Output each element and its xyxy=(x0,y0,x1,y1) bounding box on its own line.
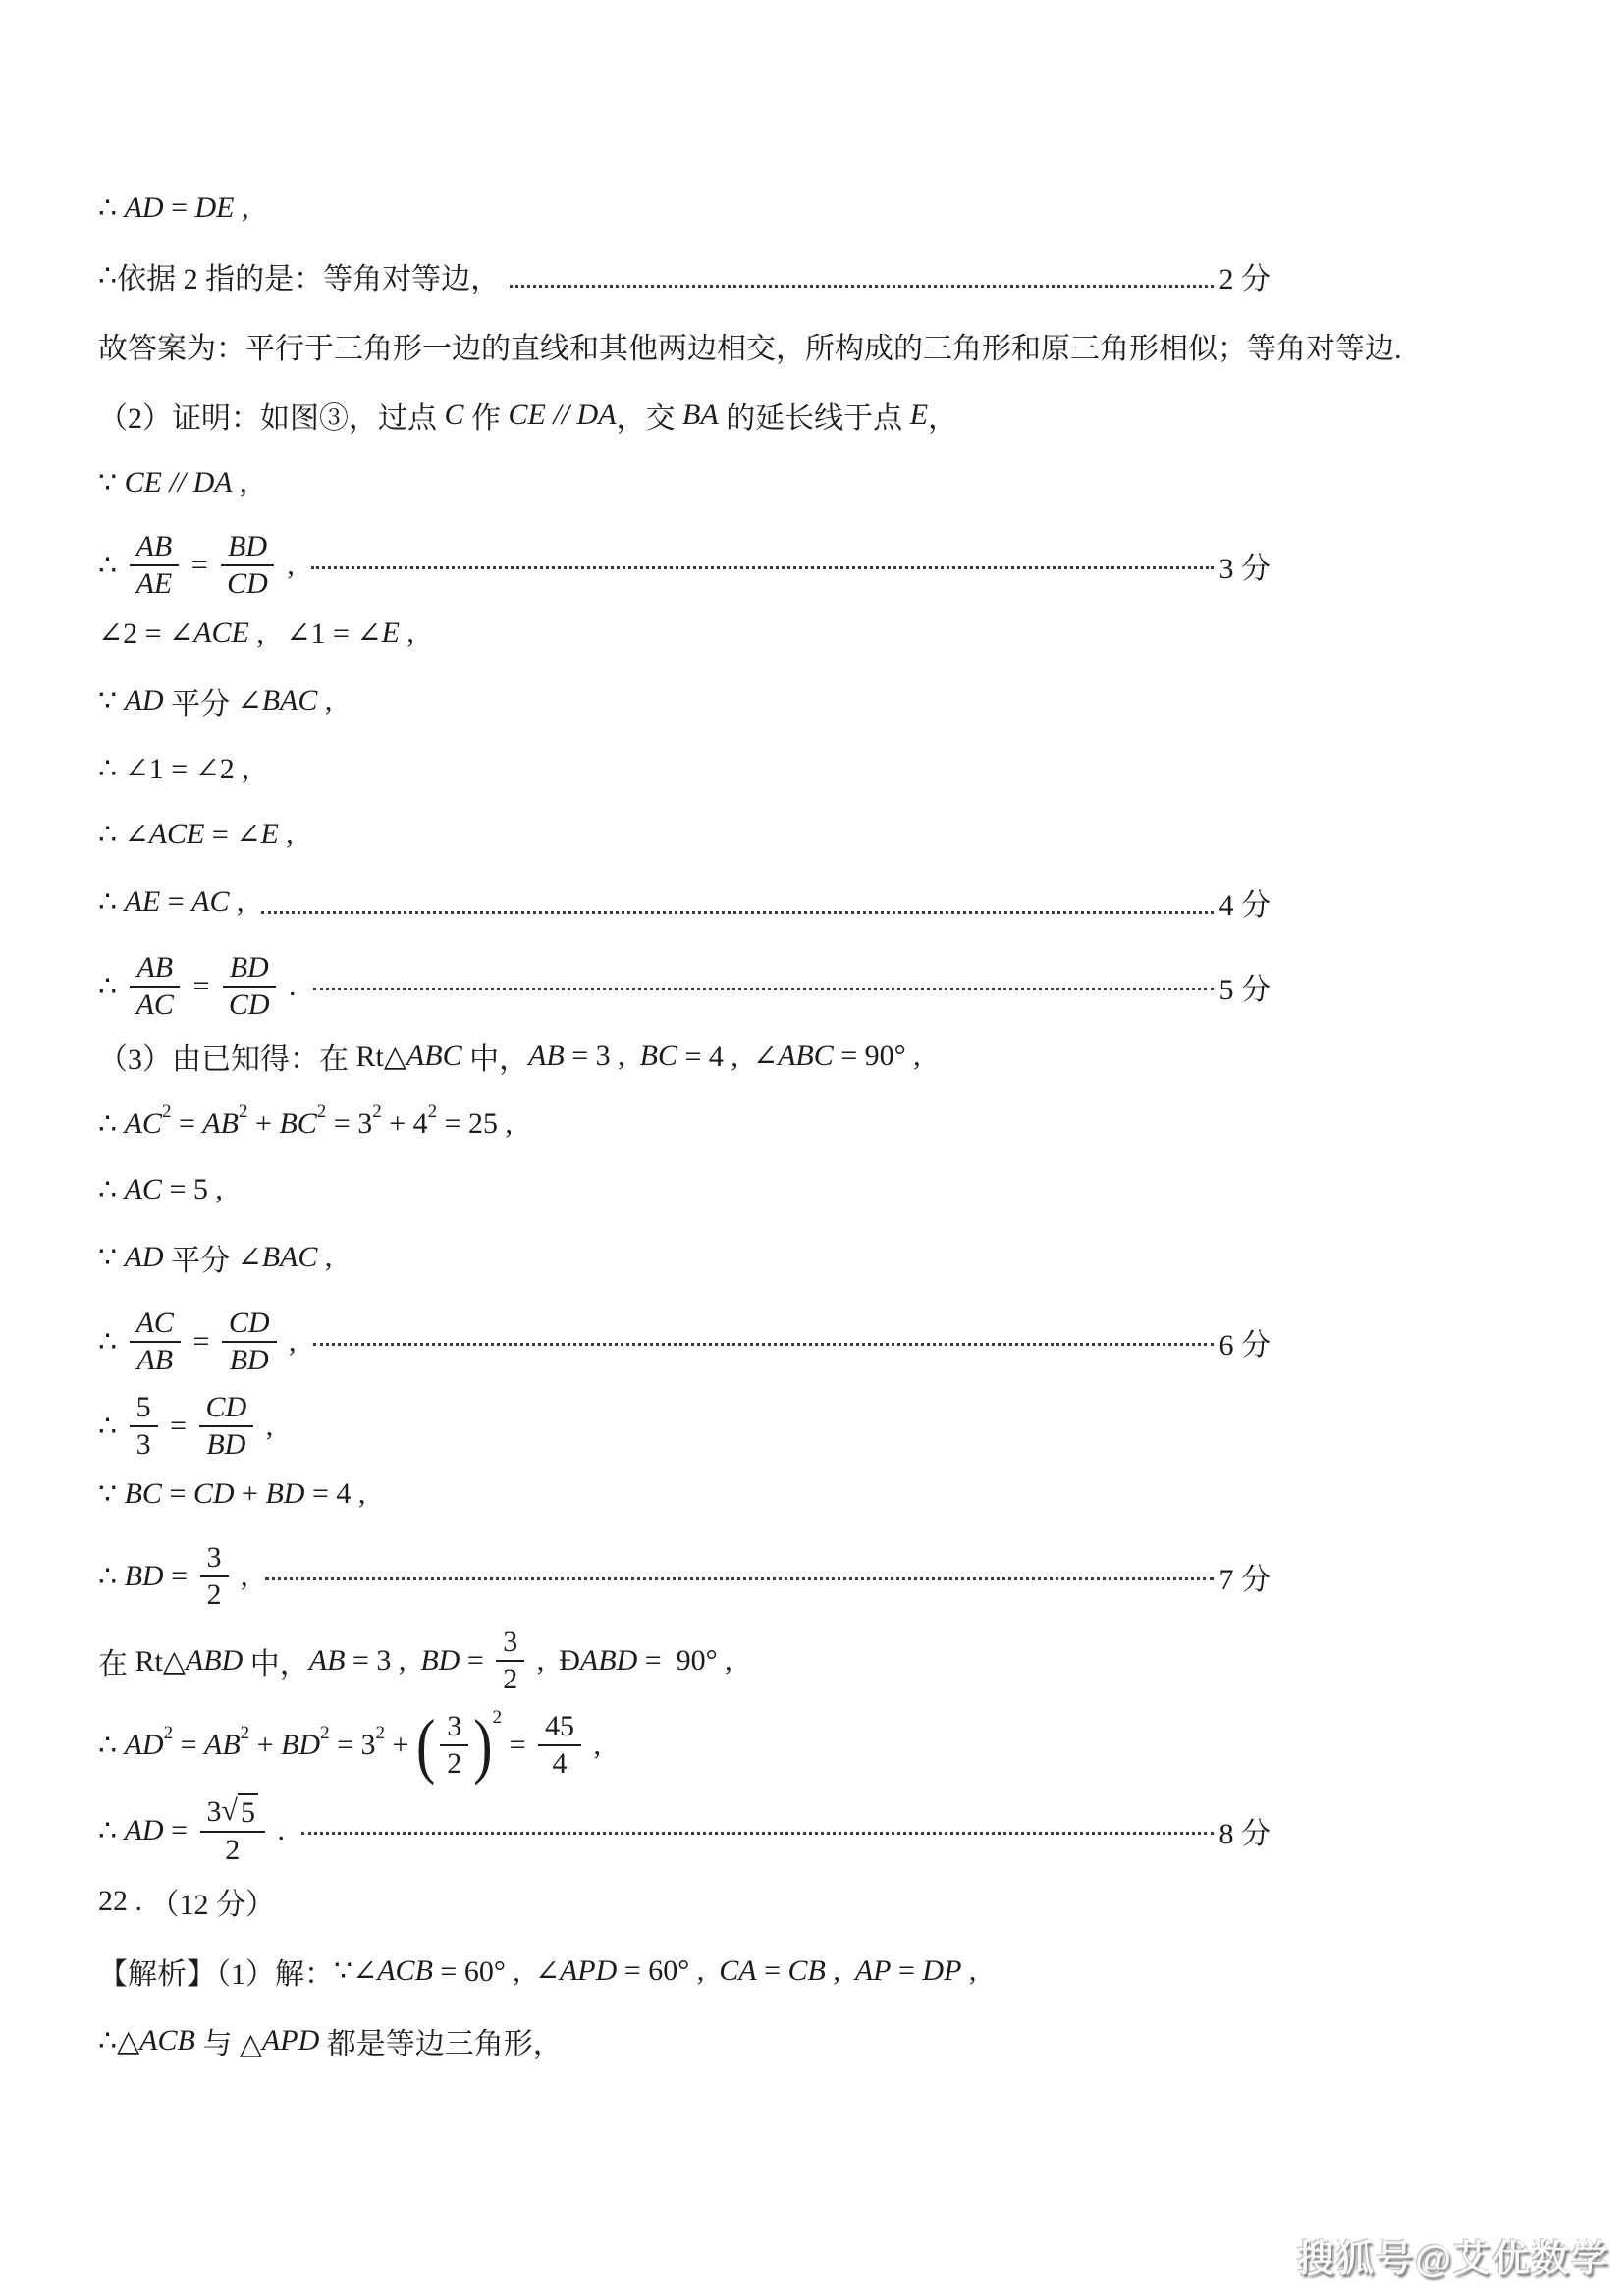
math-var: CA xyxy=(719,1954,757,1987)
math-run: = xyxy=(163,1814,195,1846)
dotted-leader xyxy=(265,1577,1213,1580)
math-run: = xyxy=(162,1410,194,1442)
math-run: , xyxy=(278,818,294,850)
math-var: ACE xyxy=(193,616,249,649)
math-run: = xyxy=(891,1954,923,1987)
math-run: 45 xyxy=(545,1710,575,1742)
fraction xyxy=(130,1390,158,1463)
superscript: 2 xyxy=(372,1101,382,1122)
math-var: BD xyxy=(265,1477,305,1510)
text-run: 的延长线于点 xyxy=(718,402,910,435)
math-run: 3 xyxy=(206,1541,222,1574)
math-run: = xyxy=(171,1107,203,1140)
fraction xyxy=(130,950,181,1023)
math-run: ∴ xyxy=(98,549,125,582)
math-run: 3 xyxy=(206,1795,222,1828)
math-run: ∴ xyxy=(98,885,125,919)
math-run: ∴ xyxy=(98,191,125,225)
math-run: = xyxy=(502,1729,534,1761)
math-run: ∴ ∠1 = ∠2 , xyxy=(98,752,249,785)
math-var: AB xyxy=(136,1344,174,1376)
math-run: = xyxy=(184,549,216,581)
score-label: 5 分 xyxy=(1218,974,1271,1006)
math-var: E xyxy=(260,818,279,850)
math-run: ∵ xyxy=(98,466,125,500)
superscript: 2 xyxy=(320,1723,330,1743)
line-equilateral-conclusion xyxy=(98,2019,1496,2062)
math-run: ∴ xyxy=(98,1729,125,1762)
math-var: AP xyxy=(854,1954,892,1987)
line-basis-2 xyxy=(98,254,1496,297)
math-var: CD xyxy=(205,1391,247,1423)
math-run: 3 xyxy=(447,1710,462,1742)
math-var: BD xyxy=(228,530,268,562)
line-part2-proof-intro xyxy=(98,394,1496,437)
math-run: , xyxy=(233,1560,256,1592)
math-run: + xyxy=(385,1729,416,1761)
text-run: 平分 xyxy=(163,1245,238,1277)
math-var: AE xyxy=(135,567,173,600)
math-var: APD xyxy=(261,2024,320,2056)
math-run: 3 xyxy=(503,1626,518,1658)
math-run: = xyxy=(173,1729,205,1761)
math-run: , xyxy=(281,1325,304,1358)
math-var: AB xyxy=(135,530,173,562)
math-var: C xyxy=(444,399,464,431)
math-run: = ∠ xyxy=(204,818,261,851)
math-run: = xyxy=(163,1560,195,1592)
math-var: ABC xyxy=(778,1040,834,1072)
math-var: ABC xyxy=(406,1040,462,1072)
math-var: BC xyxy=(279,1107,317,1140)
dotted-leader xyxy=(510,285,1213,288)
math-run: ∴ xyxy=(98,1410,125,1443)
math-run: = 4 , xyxy=(304,1477,366,1510)
math-run: , xyxy=(258,1410,274,1442)
text-run: （2）证明：如图③，过点 xyxy=(98,402,445,435)
line-bc-sum xyxy=(98,1474,1496,1514)
superscript: 2 xyxy=(316,1101,327,1122)
math-var: AB xyxy=(136,951,174,984)
math-var: CD xyxy=(227,567,268,600)
math-var: AD xyxy=(124,1241,164,1273)
math-run: ∴△ xyxy=(98,2024,140,2057)
math-run: = xyxy=(160,885,192,918)
math-run: = 90° , xyxy=(637,1644,732,1677)
math-run: ∵ xyxy=(98,1477,125,1511)
math-var: AD xyxy=(124,1729,164,1761)
math-var: ACE xyxy=(148,818,205,850)
text-run: （3）由已知得：在 xyxy=(98,1043,356,1076)
text-run: 依据 2 指的是：等角对等边， xyxy=(117,263,501,295)
math-var: CD xyxy=(228,1307,270,1339)
math-run: . xyxy=(269,1814,293,1846)
math-var: ACB xyxy=(139,2024,195,2056)
math-var: AE xyxy=(124,885,161,918)
math-var: CB xyxy=(787,1954,826,1987)
math-run: 2 xyxy=(447,1747,462,1780)
math-run: . xyxy=(281,970,304,1002)
math-run: = 5 , xyxy=(161,1173,223,1205)
math-run: = xyxy=(163,191,195,224)
math-var: E xyxy=(909,399,929,431)
line-part3-intro xyxy=(98,1035,1496,1078)
math-var: ABD xyxy=(579,1644,638,1677)
math-run: ∵ xyxy=(98,684,125,718)
line-bd-three-halves xyxy=(98,1540,1496,1613)
math-run: , xyxy=(279,549,302,581)
math-run: Rt△ xyxy=(135,1644,186,1678)
math-var: AB xyxy=(528,1040,565,1072)
text-run: 作 xyxy=(463,402,509,435)
math-run: ∴ ∠ xyxy=(98,818,149,851)
math-var: AC xyxy=(124,1173,162,1205)
math-run: 22 . xyxy=(98,1885,150,1917)
line-ad-value xyxy=(98,1793,1496,1868)
superscript: 2 xyxy=(427,1101,438,1122)
dotted-leader xyxy=(301,1832,1213,1835)
math-var: DP xyxy=(922,1954,962,1987)
text-run: 都是等边三角形， xyxy=(319,2028,563,2060)
big-paren: ( xyxy=(415,1703,436,1786)
paren-exponent: 2 xyxy=(492,1707,503,1728)
text-run: ，交 xyxy=(616,402,683,435)
math-run: , xyxy=(399,616,414,649)
math-var: BA xyxy=(682,399,719,431)
line-angle1-eq-angle2 xyxy=(98,749,1496,788)
math-run: , ∠1 = ∠ xyxy=(248,616,382,650)
math-var: BC xyxy=(639,1040,678,1072)
text-run: 【解析】（1）解： xyxy=(98,1958,334,1991)
text-run: 平分 xyxy=(163,688,238,721)
math-var: CE xyxy=(124,466,162,499)
score-label: 2 分 xyxy=(1218,263,1271,295)
math-var: BD xyxy=(124,1560,164,1592)
text-run: 中， xyxy=(243,1648,309,1681)
math-run: , xyxy=(234,191,249,224)
math-run: ∴ xyxy=(98,1173,125,1206)
watermark: 搜狐号@艾优数学 xyxy=(1296,2239,1610,2280)
math-run: = 3 xyxy=(329,1729,376,1761)
math-var: AC xyxy=(135,1307,174,1339)
math-var: DE xyxy=(194,191,235,224)
math-var: CD xyxy=(192,1477,235,1510)
line-ac-eq-5 xyxy=(98,1170,1496,1209)
line-because-ad-bisects-2 xyxy=(98,1236,1496,1279)
math-run: ∴ xyxy=(98,259,118,293)
math-var: CD xyxy=(228,988,270,1021)
math-run: 3 xyxy=(135,1428,151,1461)
math-var: E xyxy=(381,616,400,649)
math-var: AC xyxy=(124,1107,162,1140)
fraction xyxy=(222,950,277,1023)
math-run: ∴ xyxy=(98,1814,125,1847)
fraction xyxy=(220,529,275,602)
math-run: ∵ xyxy=(98,1241,125,1274)
solution-text-block xyxy=(98,188,1496,2089)
fraction xyxy=(538,1709,581,1782)
text-run: 中， xyxy=(461,1043,529,1076)
dotted-leader xyxy=(313,1343,1213,1346)
line-ace-eq-e xyxy=(98,815,1496,854)
math-var: BAC xyxy=(261,1241,318,1273)
text-run: 故答案为：平行于三角形一边的直线和其他两边相交，所构成的三角形和原三角形相似；等角对等边. xyxy=(98,333,1402,365)
math-run: = 3 xyxy=(326,1107,373,1140)
fraction xyxy=(496,1625,524,1697)
line-ratio-ac-ab xyxy=(98,1306,1496,1378)
score-label: 6 分 xyxy=(1218,1329,1271,1362)
math-run: ∠ xyxy=(237,1241,262,1274)
superscript: 2 xyxy=(240,1723,250,1743)
line-because-ad-bisects-1 xyxy=(98,679,1496,722)
math-var: BD xyxy=(206,1428,246,1461)
math-run: 2 xyxy=(206,1578,222,1611)
math-run: 5 xyxy=(135,1391,151,1423)
math-var: BD xyxy=(229,951,269,984)
math-run: ∴ xyxy=(98,1325,125,1359)
superscript: 2 xyxy=(239,1101,248,1122)
math-run: = 3 , xyxy=(564,1040,640,1072)
math-run: , xyxy=(961,1954,977,1987)
math-var: BAC xyxy=(261,684,318,717)
math-run: 2 xyxy=(225,1834,241,1866)
dotted-leader xyxy=(311,566,1213,569)
math-var: ABD xyxy=(185,1644,244,1677)
math-run: ∵∠ xyxy=(334,1954,378,1988)
math-run: = xyxy=(161,1477,193,1510)
line-ratio-ab-ac xyxy=(98,950,1496,1023)
math-run: = 3 , xyxy=(345,1644,421,1677)
math-run: + xyxy=(249,1729,282,1761)
math-run: = 25 , xyxy=(437,1107,514,1140)
superscript: 2 xyxy=(161,1101,172,1122)
line-ad-eq-de xyxy=(98,188,1496,228)
math-var: // xyxy=(545,399,577,431)
line-q22-header xyxy=(98,1880,1496,1923)
math-var: APD xyxy=(559,1954,618,1987)
math-var: BD xyxy=(229,1344,269,1376)
math-run: , xyxy=(586,1729,602,1761)
line-final-answer xyxy=(98,324,1496,367)
math-run: , Đ xyxy=(529,1644,580,1677)
line-ratio-ab-ae xyxy=(98,529,1496,602)
text-run: ， xyxy=(928,402,958,435)
superscript: 2 xyxy=(163,1723,174,1743)
math-run: ∴ xyxy=(98,1107,125,1141)
math-run: Rt△ xyxy=(355,1040,406,1073)
line-five-thirds xyxy=(98,1390,1496,1463)
math-run: ∠2 = ∠ xyxy=(98,616,194,650)
fraction xyxy=(440,1709,468,1782)
math-var: AD xyxy=(124,684,164,717)
fraction xyxy=(200,1793,265,1868)
math-var: CE xyxy=(508,399,546,431)
math-run: 4 xyxy=(552,1747,568,1780)
text-run: 在 xyxy=(98,1648,135,1681)
math-run: + xyxy=(234,1477,266,1510)
radical-icon: √ 5 xyxy=(222,1793,258,1831)
math-run: = xyxy=(460,1644,492,1677)
fraction xyxy=(200,1540,229,1613)
score-label: 3 分 xyxy=(1218,553,1271,585)
math-run: , xyxy=(232,466,247,499)
math-run: , xyxy=(229,885,252,918)
fraction xyxy=(199,1390,254,1463)
math-run: , xyxy=(825,1954,855,1987)
math-var: AB xyxy=(308,1644,346,1677)
math-run: ∴ xyxy=(98,970,125,1003)
math-var: AD xyxy=(124,191,164,224)
text-run: 与 △ xyxy=(194,2028,262,2060)
fraction xyxy=(222,1306,277,1378)
math-run: = xyxy=(756,1954,788,1987)
score-label: 7 分 xyxy=(1218,1564,1271,1596)
math-var: BD xyxy=(281,1729,321,1761)
big-paren: ) xyxy=(473,1703,493,1786)
math-var: ACB xyxy=(377,1954,433,1987)
math-var: DA xyxy=(192,466,233,499)
math-var: AB xyxy=(204,1729,241,1761)
math-run: = 90° , xyxy=(833,1040,921,1072)
line-ac-squared xyxy=(98,1101,1496,1144)
math-run: , xyxy=(317,684,333,717)
math-var: AC xyxy=(191,885,230,918)
math-var: DA xyxy=(576,399,617,431)
math-var: AC xyxy=(135,988,174,1021)
line-ae-eq-ac xyxy=(98,881,1496,924)
math-run: = 60° , ∠ xyxy=(432,1954,560,1988)
dotted-leader xyxy=(313,988,1213,990)
math-run: + 4 xyxy=(381,1107,428,1140)
math-run: , xyxy=(317,1241,333,1273)
fraction xyxy=(130,1306,181,1378)
math-run: 2 xyxy=(503,1663,518,1695)
math-run: = xyxy=(185,970,217,1002)
score-label: 8 分 xyxy=(1218,1818,1271,1850)
math-var: BD xyxy=(420,1644,460,1677)
math-run: ∴ xyxy=(98,1560,125,1593)
text-run: （12 分） xyxy=(149,1889,275,1921)
dotted-leader xyxy=(261,911,1213,914)
math-run: = 4 , ∠ xyxy=(677,1040,779,1073)
fraction xyxy=(130,529,180,602)
math-var: AD xyxy=(124,1814,164,1846)
math-run: ∠ xyxy=(237,684,262,718)
math-var: BC xyxy=(124,1477,162,1510)
math-var: AB xyxy=(202,1107,240,1140)
math-run: + xyxy=(247,1107,280,1140)
math-run: = 60° , xyxy=(617,1954,720,1987)
line-angle2-eq-ace xyxy=(98,614,1496,653)
math-var: // xyxy=(161,466,193,499)
line-because-ce-parallel-da xyxy=(98,463,1496,503)
superscript: 2 xyxy=(375,1723,386,1743)
line-rt-abd-intro xyxy=(98,1625,1496,1697)
score-label: 4 分 xyxy=(1218,889,1271,922)
line-ad-squared xyxy=(98,1703,1496,1786)
math-run: = xyxy=(185,1325,217,1358)
line-q22-analysis xyxy=(98,1949,1496,1993)
